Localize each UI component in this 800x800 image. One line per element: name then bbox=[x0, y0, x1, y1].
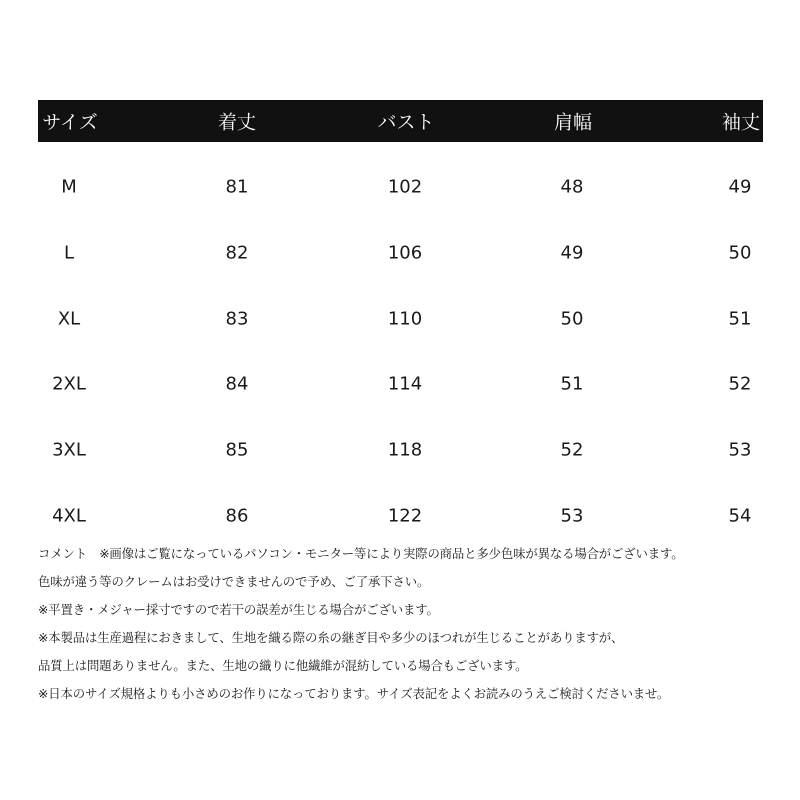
table-row bbox=[0, 369, 800, 399]
note-line: コメント ※画像はご覧になっているパソコン・モニター等により実際の商品と多少色味が異なる場合がございます。 bbox=[38, 546, 684, 561]
cell-bust: 110 bbox=[387, 308, 423, 330]
notes-block bbox=[38, 540, 778, 708]
cell-size: 2XL bbox=[52, 373, 86, 395]
cell-length: 83 bbox=[225, 308, 249, 330]
header-length: 着丈 bbox=[217, 111, 257, 134]
cell-length: 81 bbox=[225, 176, 249, 198]
cell-shoulder: 50 bbox=[560, 308, 584, 330]
cell-shoulder: 48 bbox=[560, 176, 584, 198]
table-row bbox=[0, 238, 800, 268]
cell-shoulder: 52 bbox=[560, 439, 584, 461]
note-line: 品質上は問題ありません。また、生地の織りに他繊維が混紡している場合もございます。 bbox=[38, 658, 528, 673]
cell-size: L bbox=[63, 242, 75, 264]
cell-bust: 118 bbox=[387, 439, 423, 461]
cell-size: 3XL bbox=[52, 439, 86, 461]
note-line: ※日本のサイズ規格よりも小さめのお作りになっております。サイズ表記をよくお読みのうえご検討くださいませ。 bbox=[38, 686, 670, 701]
header-size: サイズ bbox=[42, 111, 98, 134]
size-table-header bbox=[38, 100, 763, 142]
cell-shoulder: 49 bbox=[560, 242, 584, 264]
header-bust: バスト bbox=[377, 111, 435, 134]
cell-length: 86 bbox=[225, 505, 249, 527]
header-shoulder: 肩幅 bbox=[553, 111, 593, 134]
cell-sleeve: 51 bbox=[728, 308, 752, 330]
table-row bbox=[0, 172, 800, 202]
cell-bust: 114 bbox=[387, 373, 423, 395]
cell-size: 4XL bbox=[52, 505, 86, 527]
cell-bust: 122 bbox=[387, 505, 423, 527]
cell-bust: 102 bbox=[387, 176, 423, 198]
cell-size: XL bbox=[57, 308, 81, 330]
cell-sleeve: 52 bbox=[728, 373, 752, 395]
cell-shoulder: 53 bbox=[560, 505, 584, 527]
table-row bbox=[0, 304, 800, 334]
cell-size: M bbox=[61, 176, 77, 198]
cell-length: 82 bbox=[225, 242, 249, 264]
header-sleeve: 袖丈 bbox=[721, 111, 761, 134]
cell-sleeve: 54 bbox=[728, 505, 752, 527]
cell-bust: 106 bbox=[387, 242, 423, 264]
note-line: 色味が違う等のクレームはお受けできませんので予め、ご了承下さい。 bbox=[38, 574, 430, 589]
cell-sleeve: 50 bbox=[728, 242, 752, 264]
cell-sleeve: 53 bbox=[728, 439, 752, 461]
cell-shoulder: 51 bbox=[560, 373, 584, 395]
table-row bbox=[0, 435, 800, 465]
note-line: ※平置き・メジャー採寸ですので若干の誤差が生じる場合がございます。 bbox=[38, 602, 439, 617]
cell-length: 84 bbox=[225, 373, 249, 395]
table-row bbox=[0, 501, 800, 531]
cell-length: 85 bbox=[225, 439, 249, 461]
note-line: ※本製品は生産過程におきまして、生地を織る際の糸の継ぎ目や多少のほつれが生じることがありますが、 bbox=[38, 630, 624, 645]
cell-sleeve: 49 bbox=[728, 176, 752, 198]
